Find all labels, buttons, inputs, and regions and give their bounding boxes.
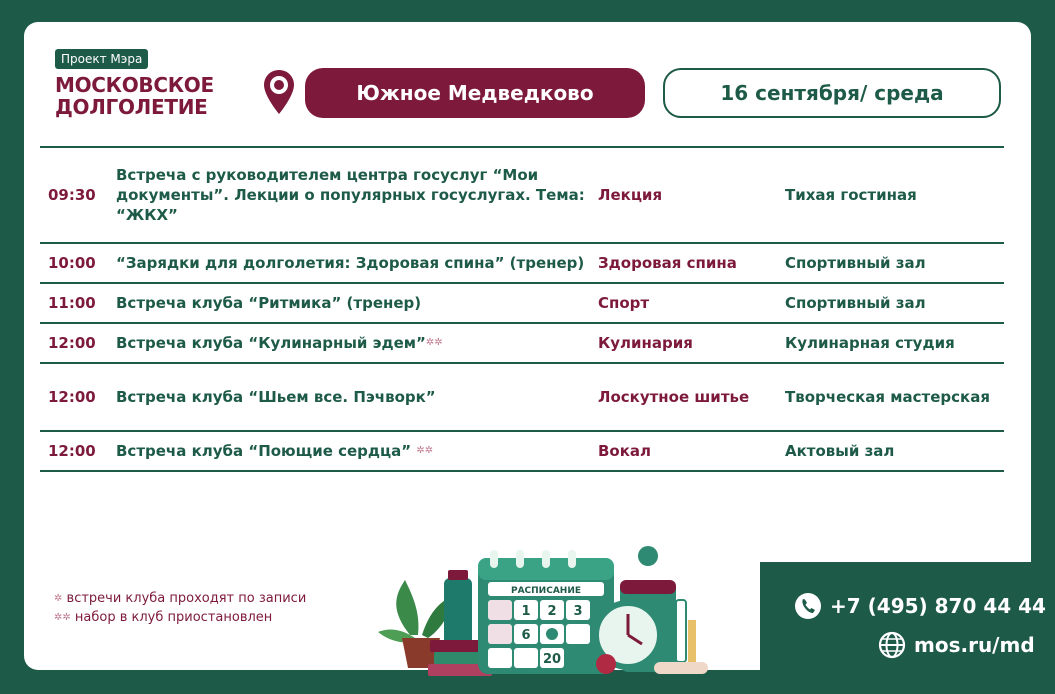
calendar-number: 3 (573, 604, 583, 619)
district-label: Южное Медведково (305, 68, 645, 118)
calendar-number: 20 (542, 652, 562, 667)
phone-contact[interactable] (794, 592, 1046, 620)
event-place: Кулинарная студия (785, 334, 955, 352)
footnote: ✲✲ набор в клуб приостановлен (54, 610, 273, 625)
event-category: Кулинария (598, 334, 693, 352)
table-row (40, 242, 1004, 282)
event-place: Тихая гостиная (785, 186, 917, 204)
website-link[interactable]: mos.ru/md (914, 633, 1035, 657)
closed-enrollment-mark: ✲✲ (416, 445, 434, 456)
phone-number[interactable]: +7 (495) 870 44 44 (830, 594, 1046, 618)
closed-enrollment-mark: ✲✲ (425, 337, 443, 348)
event-category: Лоскутное шитье (598, 388, 750, 406)
event-title: Встреча клуба “Кулинарный эдем”✲✲ (116, 334, 443, 352)
table-row (40, 282, 1004, 322)
event-title: Встреча клуба “Ритмика” (тренер) (116, 294, 422, 312)
calendar-number: 6 (521, 628, 531, 643)
website-contact[interactable] (878, 631, 1035, 659)
logo-title (55, 74, 214, 118)
logo-line-1: МОСКОВСКОЕ (55, 73, 214, 97)
event-time: 11:00 (48, 294, 96, 312)
event-time: 12:00 (48, 442, 96, 460)
calendar-title: РАСПИСАНИЕ (510, 586, 582, 596)
location-pin-icon (262, 68, 296, 116)
event-time: 12:00 (48, 334, 96, 352)
event-place: Актовый зал (785, 442, 895, 460)
schedule-table (40, 146, 1004, 472)
event-category: Вокал (598, 442, 652, 460)
logo-badge: Проект Мэра (55, 49, 148, 69)
event-place: Спортивный зал (785, 294, 926, 312)
logo-line-2: ДОЛГОЛЕТИЕ (55, 95, 208, 119)
footnote: ✲ встречи клуба проходят по записи (54, 591, 307, 606)
phone-icon (794, 592, 822, 620)
event-place: Спортивный зал (785, 254, 926, 272)
calendar-number: 1 (521, 604, 531, 619)
table-row (40, 430, 1004, 472)
event-category: Лекция (598, 186, 663, 204)
event-place: Творческая мастерская (785, 388, 990, 406)
schedule-illustration (330, 540, 720, 680)
event-category: Здоровая спина (598, 254, 737, 272)
event-time: 09:30 (48, 186, 96, 204)
event-title: “Зарядки для долголетия: Здоровая спина” (тренер) (116, 254, 585, 272)
footnotes (54, 589, 306, 627)
table-row (40, 322, 1004, 362)
event-time: 12:00 (48, 388, 96, 406)
event-title: Встреча с руководителем центра госуслуг “Мои документы”. Лекции о популярных госуслугах. Тема: “ЖКХ” (116, 166, 585, 224)
event-category: Спорт (598, 294, 650, 312)
event-time: 10:00 (48, 254, 96, 272)
table-row (40, 146, 1004, 242)
globe-icon (878, 631, 906, 659)
event-title: Встреча клуба “Поющие сердца” ✲✲ (116, 442, 434, 460)
event-title: Встреча клуба “Шьем все. Пэчворк” (116, 388, 436, 406)
table-row (40, 362, 1004, 430)
calendar-number: 2 (547, 604, 557, 619)
date-label: 16 сентября/ среда (663, 68, 1001, 118)
